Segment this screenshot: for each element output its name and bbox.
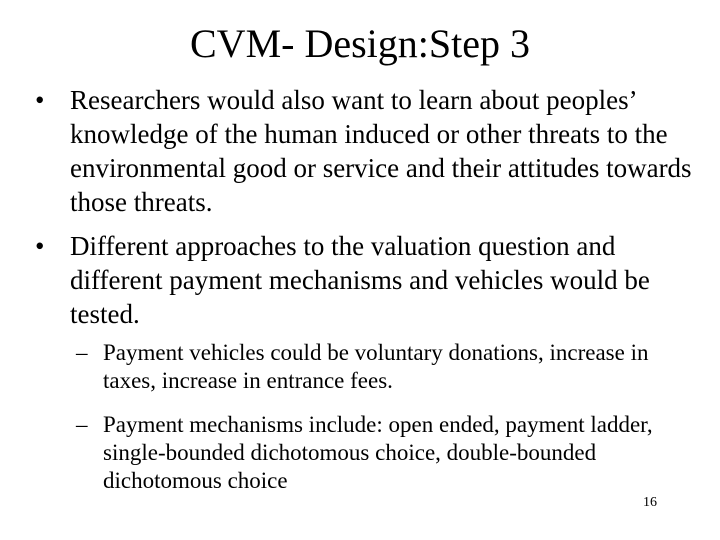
slide-title: CVM- Design:Step 3 <box>190 21 530 66</box>
sub-bullet-text: Payment vehicles could be voluntary donations, increase in taxes, increase in entrance fees. <box>103 340 649 393</box>
bullet-item-approaches-tested <box>35 229 695 331</box>
sub-bullet-marker: – <box>76 412 88 437</box>
bullet-text: Different approaches to the valuation question and different payment mechanisms and vehicles would be tested. <box>70 231 650 329</box>
sub-bullet-text: Payment mechanisms include: open ended, payment ladder, single-bounded dichotomous choice, double-bounded dichotomous choice <box>103 412 653 493</box>
sub-bullet-marker: – <box>76 340 88 365</box>
bullet-item-threats-knowledge <box>35 83 695 219</box>
bullet-marker: • <box>35 231 45 261</box>
sub-bullet-payment-mechanisms <box>76 411 676 495</box>
sub-bullet-payment-vehicles <box>76 339 676 395</box>
bullet-marker: • <box>35 85 45 115</box>
page-number: 16 <box>643 495 657 510</box>
bullet-text: Researchers would also want to learn about peoples’ knowledge of the human induced or other threats to the environmental good or service and their attitudes towards those threats. <box>70 85 692 217</box>
